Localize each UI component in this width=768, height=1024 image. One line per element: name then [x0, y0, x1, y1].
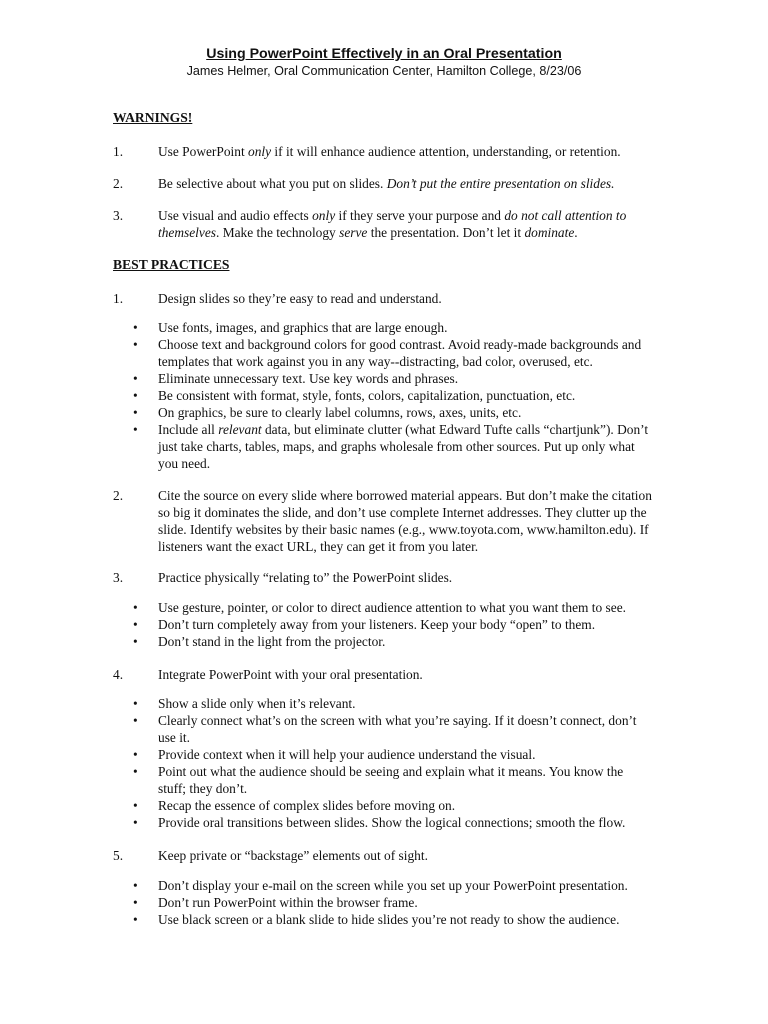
bullet-icon: • [133, 388, 138, 403]
item-number: 4. [113, 667, 124, 682]
bullet-icon: • [133, 878, 138, 893]
item-text: Design slides so they’re easy to read and understand. [158, 291, 442, 306]
item-text: Be selective about what you put on slides. Don’t put the entire presentation on slides. [158, 176, 615, 191]
bullet-icon: • [133, 895, 138, 910]
bullet-icon: • [133, 696, 138, 711]
item-number: 1. [113, 291, 124, 306]
document-title: Using PowerPoint Effectively in an Oral Presentation [206, 46, 562, 62]
bullet-icon: • [133, 617, 138, 632]
bullet-icon: • [133, 815, 138, 830]
item-number: 2. [113, 176, 124, 191]
item-number: 1. [113, 144, 124, 159]
item-number: 5. [113, 848, 124, 863]
item-number: 2. [113, 488, 124, 503]
item-number: 3. [113, 570, 124, 585]
bullet-icon: • [133, 798, 138, 813]
bullet-icon: • [133, 337, 138, 352]
item-number: 3. [113, 208, 124, 223]
bullet-icon: • [133, 747, 138, 762]
item-text: Cite the source on every slide where borrowed material appears. But don’t make the citation so big it dominates the slide, and don’t use complete Internet addresses. They clutter up the slide. Identify websites by their basic names (e.g., www.toyota.com, www.hamilton.edu). If listeners want the exact URL, they can get it from you later. [158, 488, 652, 554]
bullet-icon: • [133, 600, 138, 615]
bullet-icon: • [133, 634, 138, 649]
bullet-icon: • [133, 405, 138, 420]
item-text: Keep private or “backstage” elements out of sight. [158, 848, 428, 863]
bullet-icon: • [133, 371, 138, 386]
item-text: Practice physically “relating to” the PowerPoint slides. [158, 570, 453, 585]
item-text: Use visual and audio effects only if they serve your purpose and do not call attention to themselves. Make the technology serve the presentation. Don’t let it dominate. [158, 208, 627, 240]
bullet-icon: • [133, 422, 138, 437]
bullet-icon: • [133, 320, 138, 335]
best-practices-heading: BEST PRACTICES [113, 257, 230, 272]
bullet-icon: • [133, 764, 138, 779]
warnings-heading: WARNINGS! [113, 110, 193, 125]
document-subtitle: James Helmer, Oral Communication Center, Hamilton College, 8/23/06 [186, 64, 582, 78]
item-text: Use PowerPoint only if it will enhance audience attention, understanding, or retention. [158, 144, 621, 159]
item-text: Integrate PowerPoint with your oral presentation. [158, 667, 423, 682]
bullet-icon: • [133, 912, 138, 927]
bullet-icon: • [133, 713, 138, 728]
